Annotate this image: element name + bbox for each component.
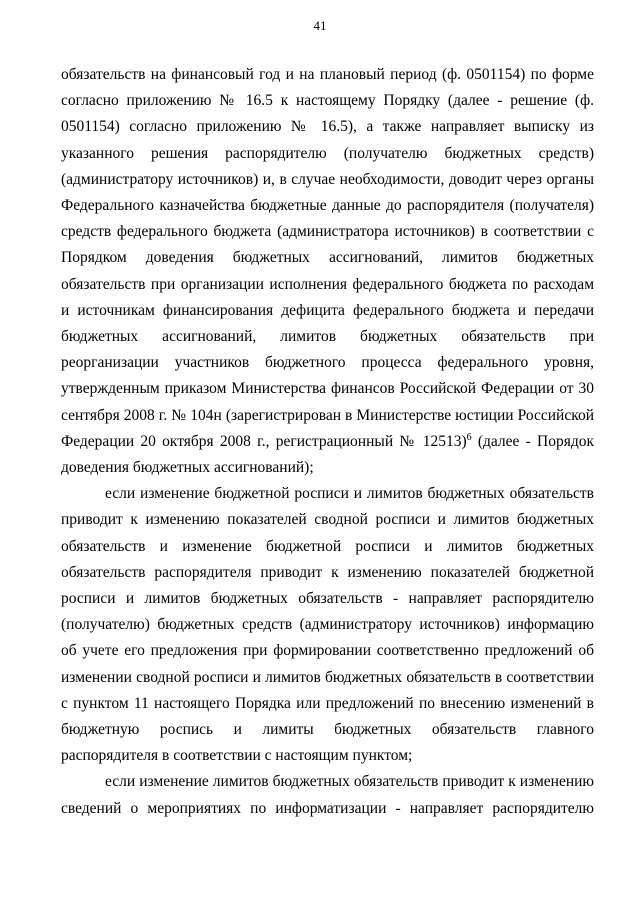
paragraph-1-text: обязательств на финансовый год и на плановый период (ф. 0501154) по форме согласно приложению № 16.5 к настоящему Порядку (далее - решение (ф. 0501154) согласно приложению № 16.5), а также направляет выписку из указанного решения распорядителю (получателю бюджетных средств) (администратору источников) и, в случае необходимости, доводит через органы Федерального казначейства бюджетные данные до распорядителя (получателя) средств федерального бюджета (администратора источников) в соответствии с Порядком доведения бюджетных ассигнований, лимитов бюджетных обязательств при организации исполнения федерального бюджета по расходам и источникам финансирования дефицита федерального бюджета и передачи бюджетных ассигнований, лимитов бюджетных обязательств при реорганизации участников бюджетного процесса федерального уровня, утвержденным приказом Министерства финансов Российской Федерации от 30 сентября 2008 г. № 104н (зарегистрирован в Министерстве юстиции Российской Федерации 20 октября 2008 г., регистрационный № 12513) xyxy=(61,66,594,450)
paragraph-1 xyxy=(61,62,594,481)
document-body xyxy=(61,62,594,822)
page-number: 41 xyxy=(313,18,327,33)
paragraph-2: если изменение бюджетной росписи и лимитов бюджетных обязательств приводит к изменению показателей сводной росписи и лимитов бюджетных обязательств и изменение бюджетной росписи и лимитов бюджетных обязательств распорядителя приводит к изменению показателей бюджетной росписи и лимитов бюджетных обязательств - направляет распорядителю (получателю) бюджетных средств (администратору источников) информацию об учете его предложения при формировании соответственно предложений об изменении сводной росписи и лимитов бюджетных обязательств в соответствии с пунктом 11 настоящего Порядка или предложений по внесению изменений в бюджетную роспись и лимиты бюджетных обязательств главного распорядителя в соответствии с настоящим пунктом; xyxy=(61,485,594,765)
footnote-mark: 6 xyxy=(466,431,472,443)
paragraph-3: если изменение лимитов бюджетных обязательств приводит к изменению сведений о мероприятиях по информатизации - направляет распорядителю xyxy=(61,773,594,817)
paragraph-1-tail: (далее - Порядок доведения бюджетных ассигнований); xyxy=(61,432,594,477)
